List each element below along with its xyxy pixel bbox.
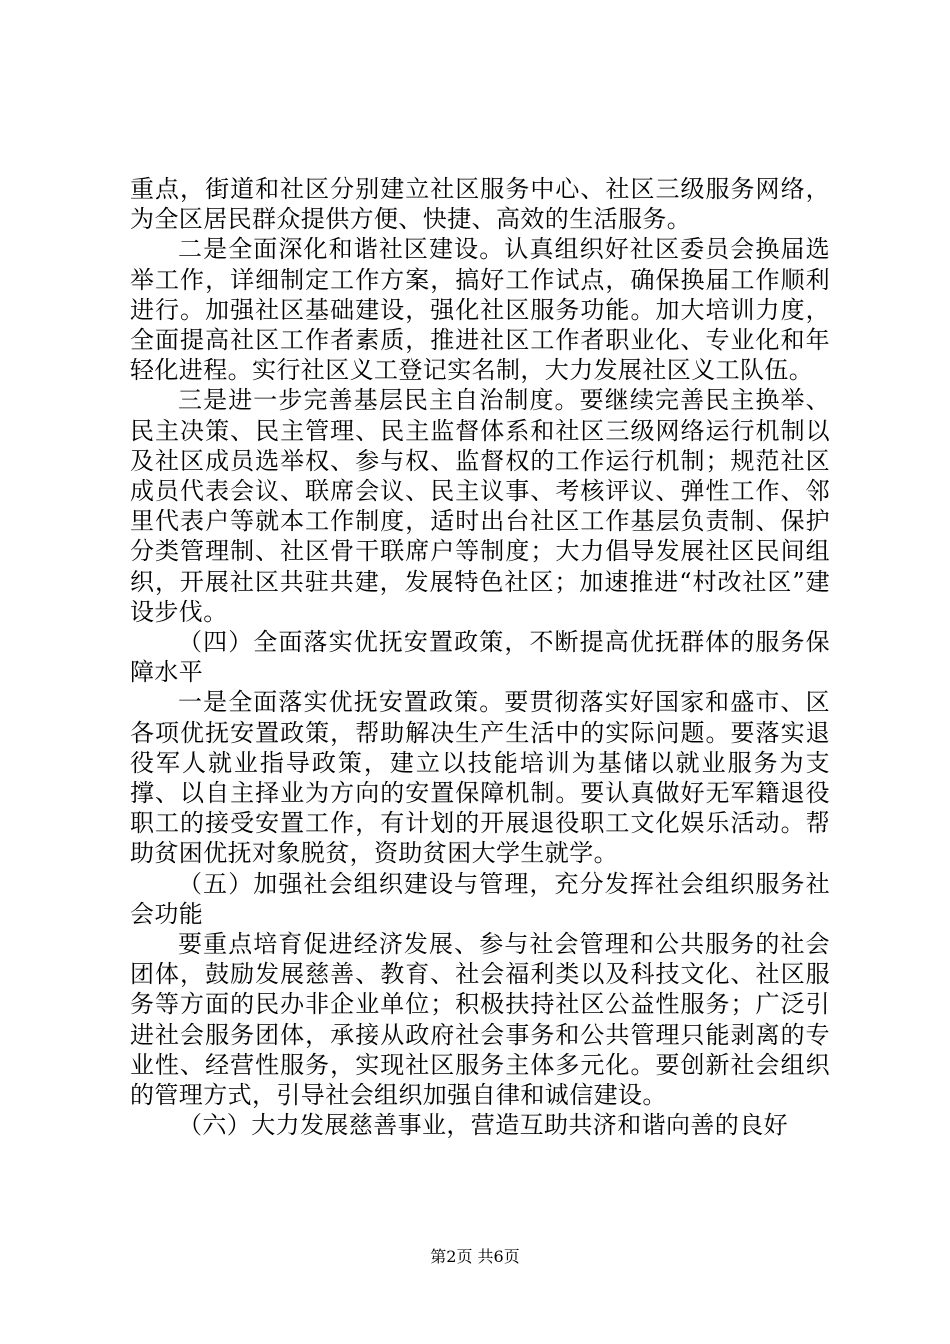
document-body bbox=[130, 174, 830, 1141]
paragraph-7: 要重点培育促进经济发展、参与社会管理和公共服务的社会团体，鼓励发展慈善、教育、社会福利类以及科技文化、社区服务等方面的民办非企业单位；积极扶持社区公益性服务；广泛引进社会服务团体，承接从政府社会事务和公共管理只能剥离的专业性、经营性服务，实现社区服务主体多元化。要创新社会组织的管理方式，引导社会组织加强自律和诚信建设。 bbox=[130, 930, 830, 1110]
paragraph-1: 重点，街道和社区分别建立社区服务中心、社区三级服务网络，为全区居民群众提供方便、快捷、高效的生活服务。 bbox=[130, 175, 830, 234]
page-number-footer: 第2页 共6页 bbox=[430, 1247, 520, 1266]
section-heading-6: （六）大力发展慈善事业，营造互助共济和谐向善的良好 bbox=[178, 1111, 788, 1140]
paragraph-2: 二是全面深化和谐社区建设。认真组织好社区委员会换届选举工作，详细制定工作方案，搞好工作试点，确保换届工作顺利进行。加强社区基础建设，强化社区服务功能。加大培训力度，全面提高社区工作者素质，推进社区工作者职业化、专业化和年轻化进程。实行社区义工登记实名制，大力发展社区义工队伍。 bbox=[130, 235, 830, 385]
paragraph-5: 一是全面落实优抚安置政策。要贯彻落实好国家和盛市、区各项优抚安置政策，帮助解决生产生活中的实际问题。要落实退役军人就业指导政策，建立以技能培训为基储以就业服务为支撑、以自主择业为方向的安置保障机制。要认真做好无军籍退役职工的接受安置工作，有计划的开展退役职工文化娱乐活动。帮助贫困优抚对象脱贫，资助贫困大学生就学。 bbox=[130, 688, 830, 868]
paragraph-3: 三是进一步完善基层民主自治制度。要继续完善民主换举、民主决策、民主管理、民主监督体系和社区三级网络运行机制以及社区成员选举权、参与权、监督权的工作运行机制；规范社区成员代表会议、联席会议、民主议事、考核评议、弹性工作、邻里代表户等就本工作制度，适时出台社区工作基层负责制、保护分类管理制、社区骨干联席户等制度；大力倡导发展社区民间组织，开展社区共驻共建，发展特色社区；加速推进“村改社区”建设步伐。 bbox=[130, 386, 830, 626]
section-heading-5: （五）加强社会组织建设与管理，充分发挥社会组织服务社会功能 bbox=[130, 869, 830, 928]
section-heading-4: （四）全面落实优抚安置政策，不断提高优抚群体的服务保障水平 bbox=[130, 628, 830, 687]
